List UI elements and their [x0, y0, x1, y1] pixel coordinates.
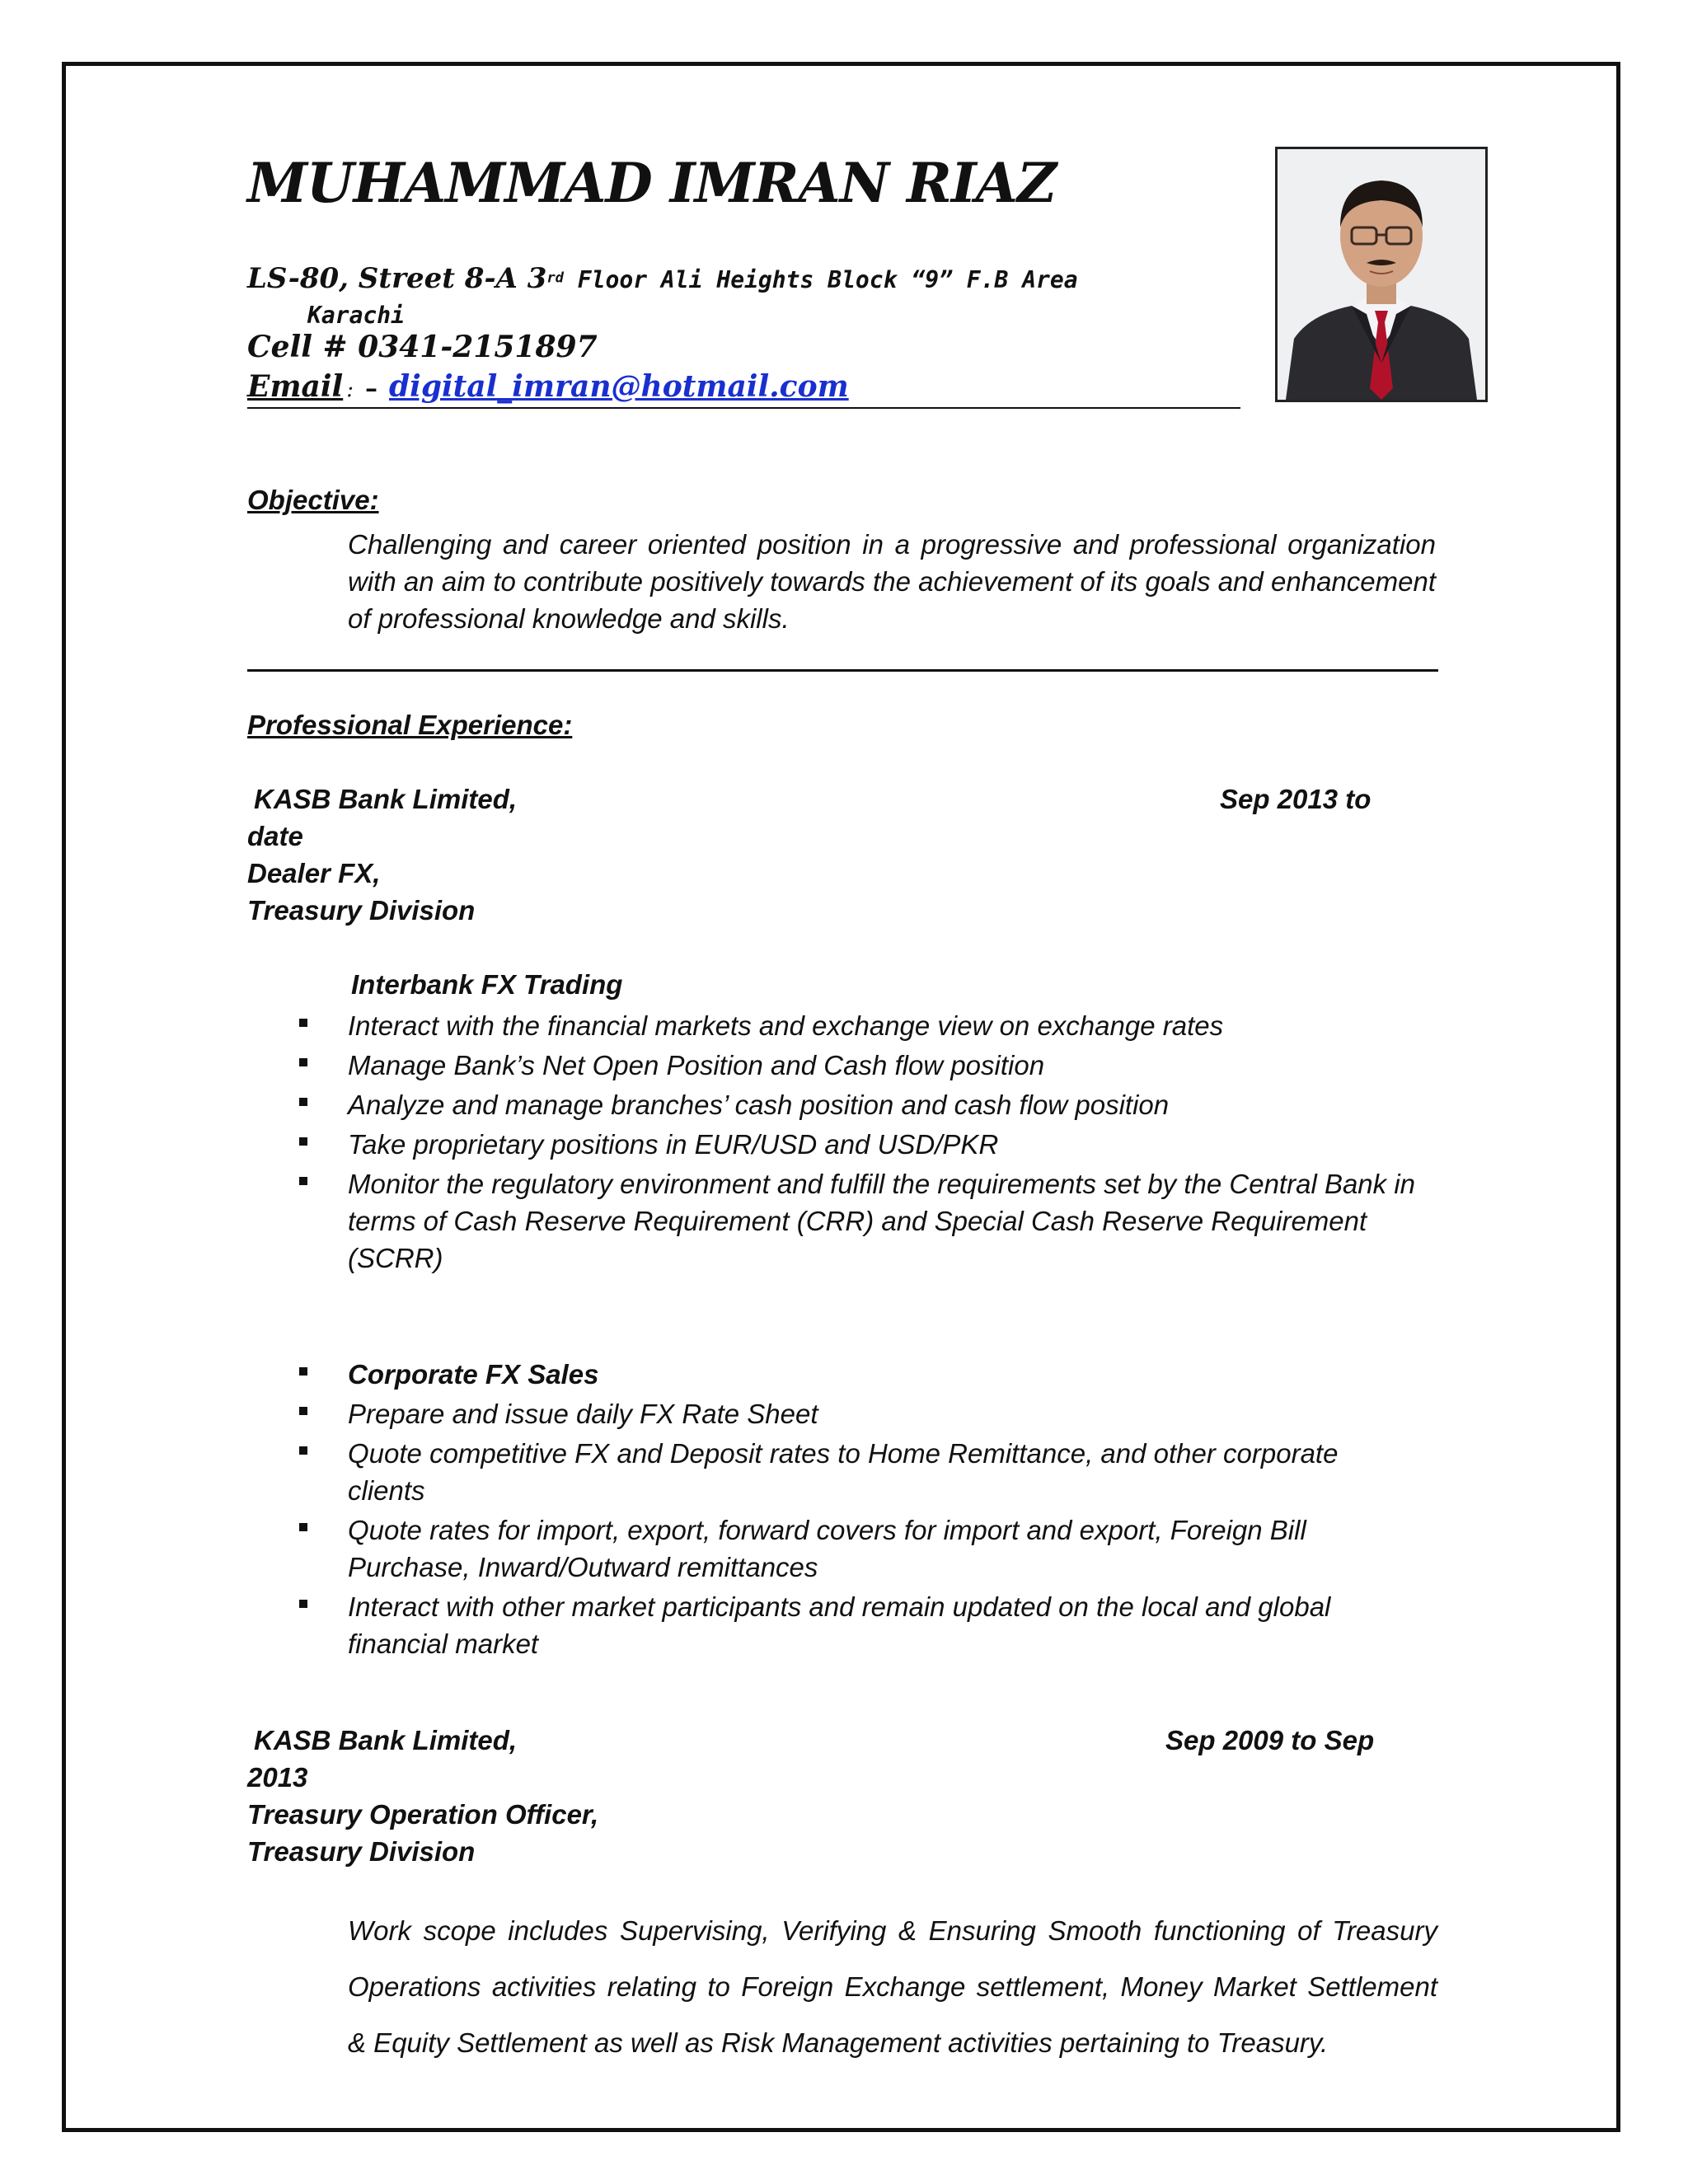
job2-division: Treasury Division [247, 1836, 476, 1867]
list-item: Interact with other market participants and remain updated on the local and global financial market [348, 1588, 1403, 1662]
address-city: Karachi [307, 302, 406, 329]
job1-section1-list [348, 1007, 1436, 1279]
job2-scope-line1: Work scope includes Supervising, Verifying & Ensuring Smooth functioning of Treasury [348, 1915, 1437, 1946]
address-superscript: rd [546, 269, 564, 287]
job2-scope-line3: & Equity Settlement as well as Risk Management activities pertaining to Treasury. [348, 2027, 1329, 2058]
job2-scope-line2: Operations activities relating to Foreign Exchange settlement, Money Market Settlement [348, 1971, 1437, 2002]
address-line [247, 262, 1078, 295]
job2-period-end: 2013 [247, 1762, 308, 1793]
email-colon: : [346, 377, 354, 402]
job1-period-end: date [247, 821, 303, 851]
section-divider [247, 669, 1438, 672]
candidate-name: MUHAMMAD IMRAN RIAZ [247, 151, 1057, 215]
job1-section2-list [348, 1356, 1436, 1665]
profile-photo-illustration [1278, 149, 1485, 400]
job1-division: Treasury Division [247, 895, 476, 926]
address-part1: LS-80, Street 8-A 3 [247, 262, 547, 295]
list-item: Quote competitive FX and Deposit rates to Home Remittance, and other corporate clients [348, 1435, 1386, 1509]
address-part2: Floor Ali Heights Block “9” F.B Area [563, 266, 1078, 293]
job1-period: Sep 2013 to [1220, 784, 1372, 814]
job1-title: Dealer FX, [247, 858, 381, 888]
job2-company: KASB Bank Limited, [254, 1725, 518, 1755]
list-item: Quote rates for import, export, forward covers for import and export, Foreign Bill Purchase, Inward/Outward remittances [348, 1511, 1370, 1586]
objective-heading: Objective: [247, 485, 379, 515]
email-label: Email [247, 369, 344, 404]
email-dash: – [364, 374, 377, 403]
list-item: Monitor the regulatory environment and fulfill the requirements set by the Central Bank in terms of Cash Reserve Requirement (CRR) and Special Cash Reserve Requirement (SCRR) [348, 1165, 1428, 1277]
objective-text: Challenging and career oriented position in a progressive and professional organization with an aim to contribute positively towards the achievement of its goals and enhancement of professional knowledge and skills. [348, 529, 1436, 634]
email-row [247, 369, 1240, 409]
list-item-heading: Corporate FX Sales [348, 1356, 1436, 1393]
email-link[interactable]: digital_imran@hotmail.com [388, 369, 849, 404]
list-item: Prepare and issue daily FX Rate Sheet [348, 1395, 1436, 1432]
profile-photo [1275, 147, 1488, 402]
cell-number: Cell # 0341-2151897 [247, 330, 598, 364]
list-item: Interact with the financial markets and exchange view on exchange rates [348, 1007, 1436, 1044]
job2-period: Sep 2009 to Sep [1165, 1725, 1375, 1755]
list-item: Analyze and manage branches’ cash position and cash flow position [348, 1086, 1436, 1123]
job1-company: KASB Bank Limited, [254, 784, 518, 814]
job1-section1-title: Interbank FX Trading [351, 969, 623, 1000]
list-item: Take proprietary positions in EUR/USD and USD/PKR [348, 1126, 1436, 1163]
list-item: Manage Bank’s Net Open Position and Cash flow position [348, 1047, 1436, 1084]
job2-title: Treasury Operation Officer, [247, 1799, 599, 1830]
experience-heading: Professional Experience: [247, 710, 573, 740]
